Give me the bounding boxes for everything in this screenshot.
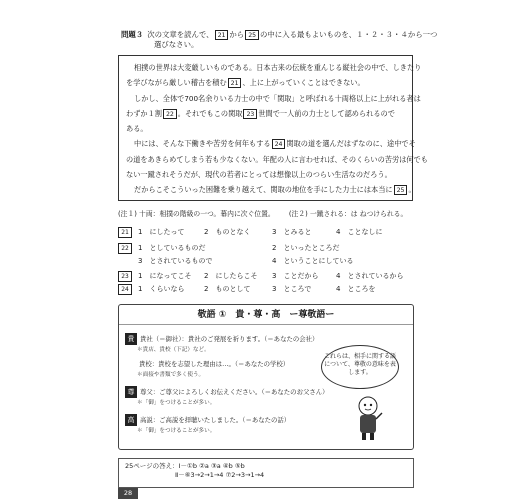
keigo-note: ＊貴店、貴校（下記）など。 — [137, 347, 210, 353]
blank-24: 24 — [272, 139, 286, 149]
instruction-text-a: 次の文章を読んで、 — [147, 30, 214, 39]
passage-line: わずか１割 22 。それでもこの関取 23 世間で一人前の力士として認められるので — [126, 108, 395, 118]
keigo-entry: 貴 貴社（＝御社）：貴社のご発展を祈ります。（＝あなたの会社） — [125, 333, 318, 345]
keigo-column — [118, 304, 414, 450]
option-2[interactable]: 2 ものとなく — [204, 228, 251, 236]
blank-box-end: 25 — [245, 30, 259, 40]
keigo-title: 敬語 ① 貴・尊・高 ー尊敬語ー — [119, 305, 413, 325]
instruction-text-c: の中に入る最もよいものを、１・２・３・４から一つ — [260, 30, 438, 39]
keigo-entry: 貴校：貴校を志望した理由は…。（＝あなたの学校） — [139, 360, 290, 368]
option-4[interactable]: 4 ところを — [336, 285, 376, 293]
keigo-note: ＊「御」をつけることが多い。 — [137, 428, 216, 434]
question-label: 問題３ — [121, 30, 144, 39]
footnote-2: (注２) 一蹴される：は ねつけられる。 — [288, 210, 408, 218]
keigo-entry: 高 高説：ご高説を拝聴いたしました。（＝あなたの話） — [125, 414, 290, 426]
blank-22: 22 — [163, 109, 177, 119]
passage-line: を学びながら厳しい稽古を積む 21 、上に上がっていくことはできない。 — [126, 78, 365, 88]
option-4[interactable]: 4 ということにしている — [272, 257, 354, 265]
passage-line: 相撲の世界は大変厳しいものである。日本古来の伝統を重んじる縦社会の中で、しきたり — [134, 63, 422, 72]
instruction-line-2: 選びなさい。 — [154, 40, 199, 49]
option-4[interactable]: 4 とされているから — [336, 272, 404, 280]
passage-line: 中には、そんな下働きや苦労を何年もする 24 関取の道を選んだはずなのに、途中でそ — [134, 139, 416, 149]
option-1[interactable]: 1 にしたって — [138, 228, 185, 236]
question-header — [121, 30, 461, 49]
footnotes — [118, 210, 418, 218]
footnote-1: (注１) 十両：相撲の階級の一つ。幕内に次ぐ位置。 — [118, 210, 275, 218]
question-number: 23 — [118, 271, 132, 282]
answer-row-22 — [118, 242, 418, 255]
option-1[interactable]: 1 になってこそ — [138, 272, 192, 280]
passage-line: ある。 — [126, 124, 148, 134]
question-number: 24 — [118, 284, 132, 295]
passage-line: の道をあきらめてしまう若も少なくない。年配の人に言わせれば、そのくらいの苦労は何でも — [126, 154, 428, 164]
passage-line: ない一蹴されそうだが、現代の若者にとっては想像以上のつらい生活なのだろう。 — [126, 170, 392, 180]
keigo-entry: 尊 尊父：ご尊父によろしくお伝えください。（＝あなたのお父さん） — [125, 386, 329, 398]
kanji-badge: 尊 — [125, 386, 137, 398]
answer-row-24 — [118, 283, 418, 296]
prev-answers-line-2: Ⅱ－⑥3→2→1→4 ⑦2→3→1→4 — [175, 471, 265, 479]
option-2[interactable]: 2 ものとして — [204, 285, 251, 293]
option-3[interactable]: 3 ところで — [272, 285, 312, 293]
blank-21: 21 — [228, 78, 242, 88]
kanji-badge: 高 — [125, 414, 137, 426]
answer-row-23 — [118, 270, 418, 283]
keigo-note: ＊「御」をつけることが多い。 — [137, 400, 216, 406]
option-1[interactable]: 1 くらいなら — [138, 285, 185, 293]
blank-25: 25 — [394, 185, 408, 195]
option-3[interactable]: 3 とみると — [272, 228, 312, 236]
teacher-figure-icon — [351, 395, 385, 441]
option-3[interactable]: 3 とされているもので — [138, 257, 213, 265]
prev-answers-line-1: 25ページの答え：Ⅰ－①b ②a ③a ④b ⑤b — [125, 462, 245, 470]
blank-23: 23 — [243, 109, 257, 119]
option-1[interactable]: 1 としているものだ — [138, 244, 206, 252]
option-2[interactable]: 2 といったところだ — [272, 244, 340, 252]
passage-line: しかし、全体で700名余りいる力士の中で「関取」と呼ばれる十両格以上に上がれる者は — [134, 93, 421, 103]
answer-row-21 — [118, 226, 418, 239]
answer-row-22b — [118, 255, 418, 268]
option-3[interactable]: 3 ことだから — [272, 272, 319, 280]
reading-passage — [118, 55, 428, 201]
blank-box-start: 21 — [215, 30, 229, 40]
question-number: 21 — [118, 227, 132, 238]
passage-line: だからこそこういった困難を乗り越えて、関取の地位を手にした力士には本当に 25 。 — [134, 185, 416, 195]
option-4[interactable]: 4 ことなしに — [336, 228, 383, 236]
kanji-badge: 貴 — [125, 333, 137, 345]
keigo-note: ＊面接や書類で多く使う。 — [137, 372, 205, 378]
page-number: 28 — [118, 488, 138, 499]
option-2[interactable]: 2 にしたらこそ — [204, 272, 258, 280]
instruction-text-b: から — [229, 30, 245, 39]
speech-bubble: これらは、相手に関する語について、尊敬の意味を表します。 — [321, 345, 399, 389]
previous-answers — [118, 458, 414, 488]
question-number: 22 — [118, 243, 132, 254]
